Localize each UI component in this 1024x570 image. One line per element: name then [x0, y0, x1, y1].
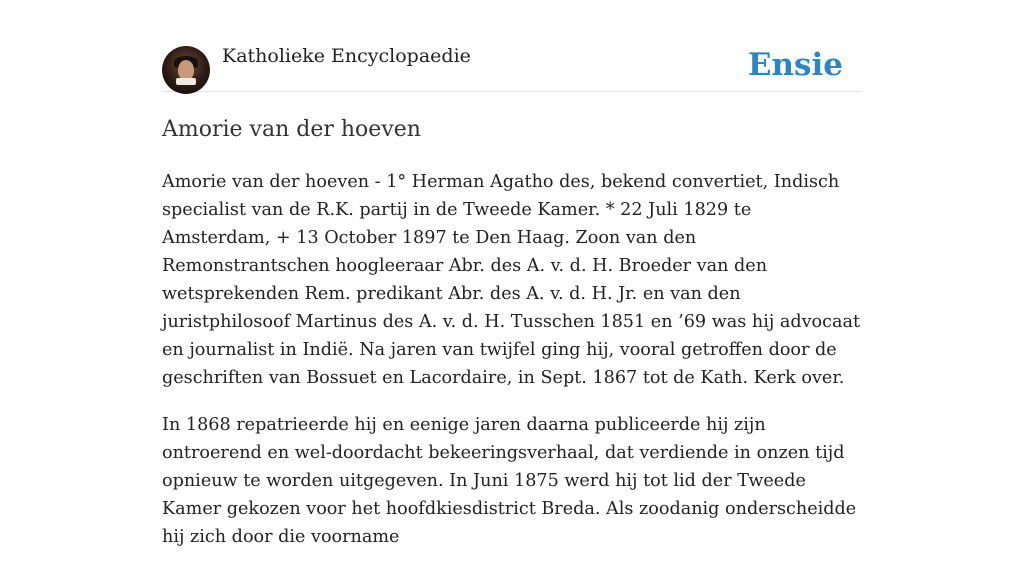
avatar-collar: [176, 78, 196, 85]
page-title: Amorie van der hoeven: [162, 117, 421, 142]
site-name-link[interactable]: Katholieke Encyclopaedie: [222, 45, 471, 67]
page-container: [162, 0, 862, 547]
ensie-logo-link[interactable]: Ensie: [747, 47, 843, 83]
portrait-avatar-icon[interactable]: [162, 46, 210, 94]
avatar-face: [178, 60, 194, 80]
article-paragraph: Amorie van der hoeven - 1° Herman Agatho des, bekend convertiet, Indisch specialist van de R.K. partij in de Tweede Kamer. * 22 Juli 1829 te Amsterdam, + 13 October 1897 te Den Haag. Zoon van den Remonstrantschen hoogleeraar Abr. des A. v. d. H. Broeder van den wetsprekenden Rem. predikant Abr. des A. v. d. H. Jr. en van den juristphilosoof Martinus des A. v. d. H. Tusschen 1851 en ’69 was hij advocaat en journalist in Indië. Na jaren van twijfel ging hij, vooral getroffen door de geschriften van Bossuet en Lacordaire, in Sept. 1867 tot de Kath. Kerk over.: [162, 172, 861, 388]
article-body: [162, 168, 862, 570]
site-header: [162, 0, 862, 92]
article-paragraph: In 1868 repatrieerde hij en eenige jaren daarna publiceerde hij zijn ontroerend en wel-doordacht bekeeringsverhaal, dat verdiende in onzen tijd opnieuw te worden uitgegeven. In Juni 1875 werd hij tot lid der Tweede Kamer gekozen voor het hoofdkiesdistrict Breda. Als zoodanig onderscheidde hij zich door die voorname: [162, 415, 857, 547]
